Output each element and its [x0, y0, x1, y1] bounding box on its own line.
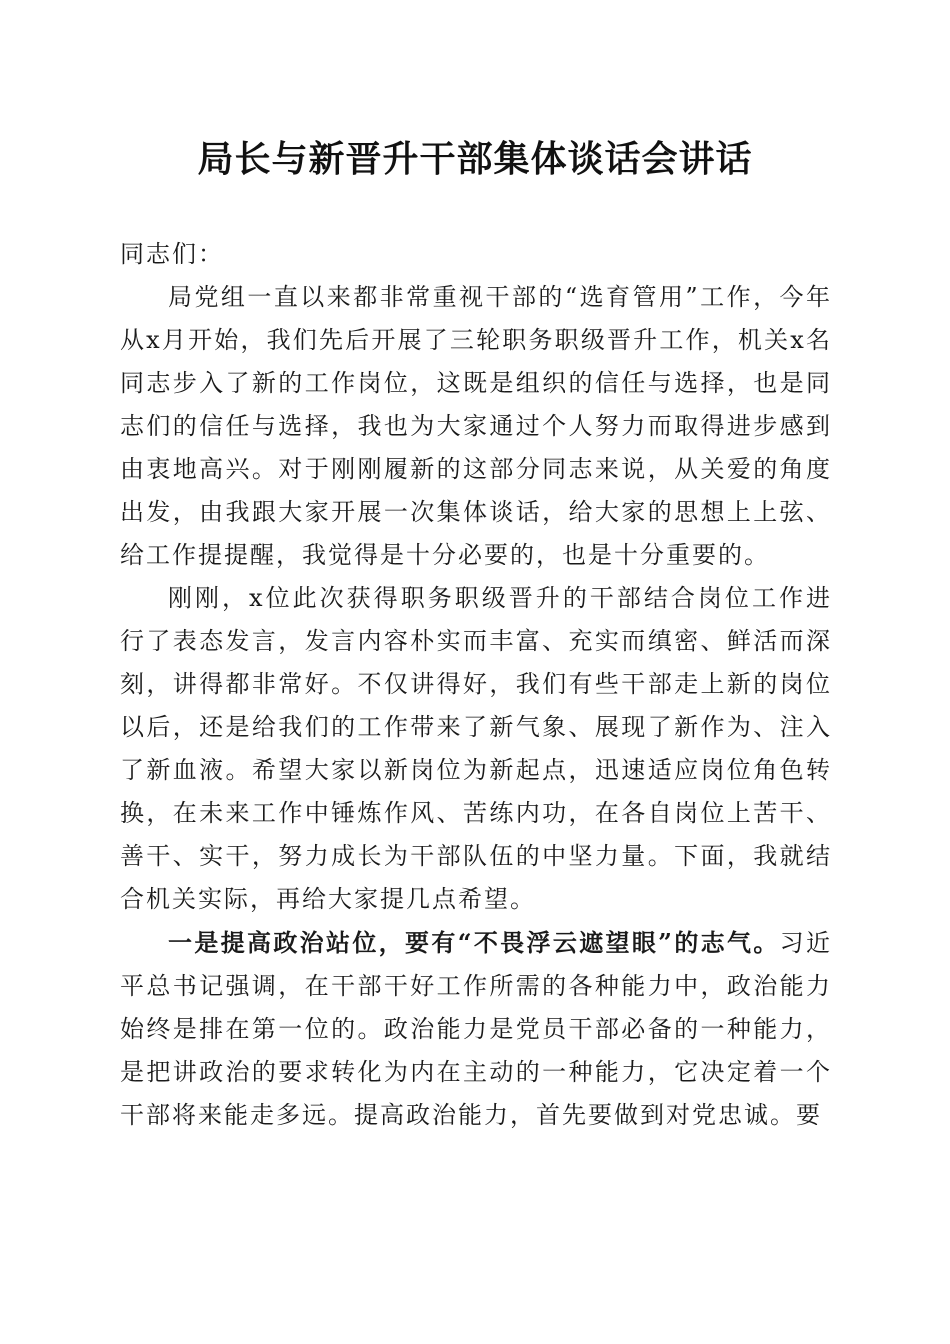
document-body [120, 233, 832, 1137]
paragraph-1-text: 局党组一直以来都非常重视干部的“选育管用”工作，今年从x月开始，我们先后开展了三轮职务职级晋升工作，机关x名同志步入了新的工作岗位，这既是组织的信任与选择，也是同志们的信任与选择，我也为大家通过个人努力而取得进步感到由衷地高兴。对于刚刚履新的这部分同志来说，从关爱的角度出发，由我跟大家开展一次集体谈话，给大家的思想上上弦、给工作提提醒，我觉得是十分必要的，也是十分重要的。 [120, 283, 832, 569]
paragraph-1 [120, 276, 832, 577]
paragraph-3-text: 习近平总书记强调，在干部干好工作所需的各种能力中，政治能力始终是排在第一位的。政治能力是党员干部必备的一种能力，是把讲政治的要求转化为内在主动的一种能力，它决定着一个干部将来能走多远。提高政治能力，首先要做到对党忠诚。要 [120, 929, 833, 1129]
paragraph-2-text: 刚刚，x位此次获得职务职级晋升的干部结合岗位工作进行了表态发言，发言内容朴实而丰富、充实而缜密、鲜活而深刻，讲得都非常好。不仅讲得好，我们有些干部走上新的岗位以后，还是给我们的工作带来了新气象、展现了新作为、注入了新血液。希望大家以新岗位为新起点，迅速适应岗位角色转换，在未来工作中锤炼作风、苦练内功，在各自岗位上苦干、善干、实干，努力成长为干部队伍的中坚力量。下面，我就结合机关实际，再给大家提几点希望。 [120, 584, 832, 913]
document-title: 局长与新晋升干部集体谈话会讲话 [197, 138, 753, 180]
paragraph-3 [120, 921, 832, 1137]
salutation: 同志们： [120, 240, 224, 268]
paragraph-3-heading: 一是提高政治站位，要有“不畏浮云遮望眼”的志气。 [168, 928, 780, 957]
paragraph-2 [120, 577, 832, 921]
